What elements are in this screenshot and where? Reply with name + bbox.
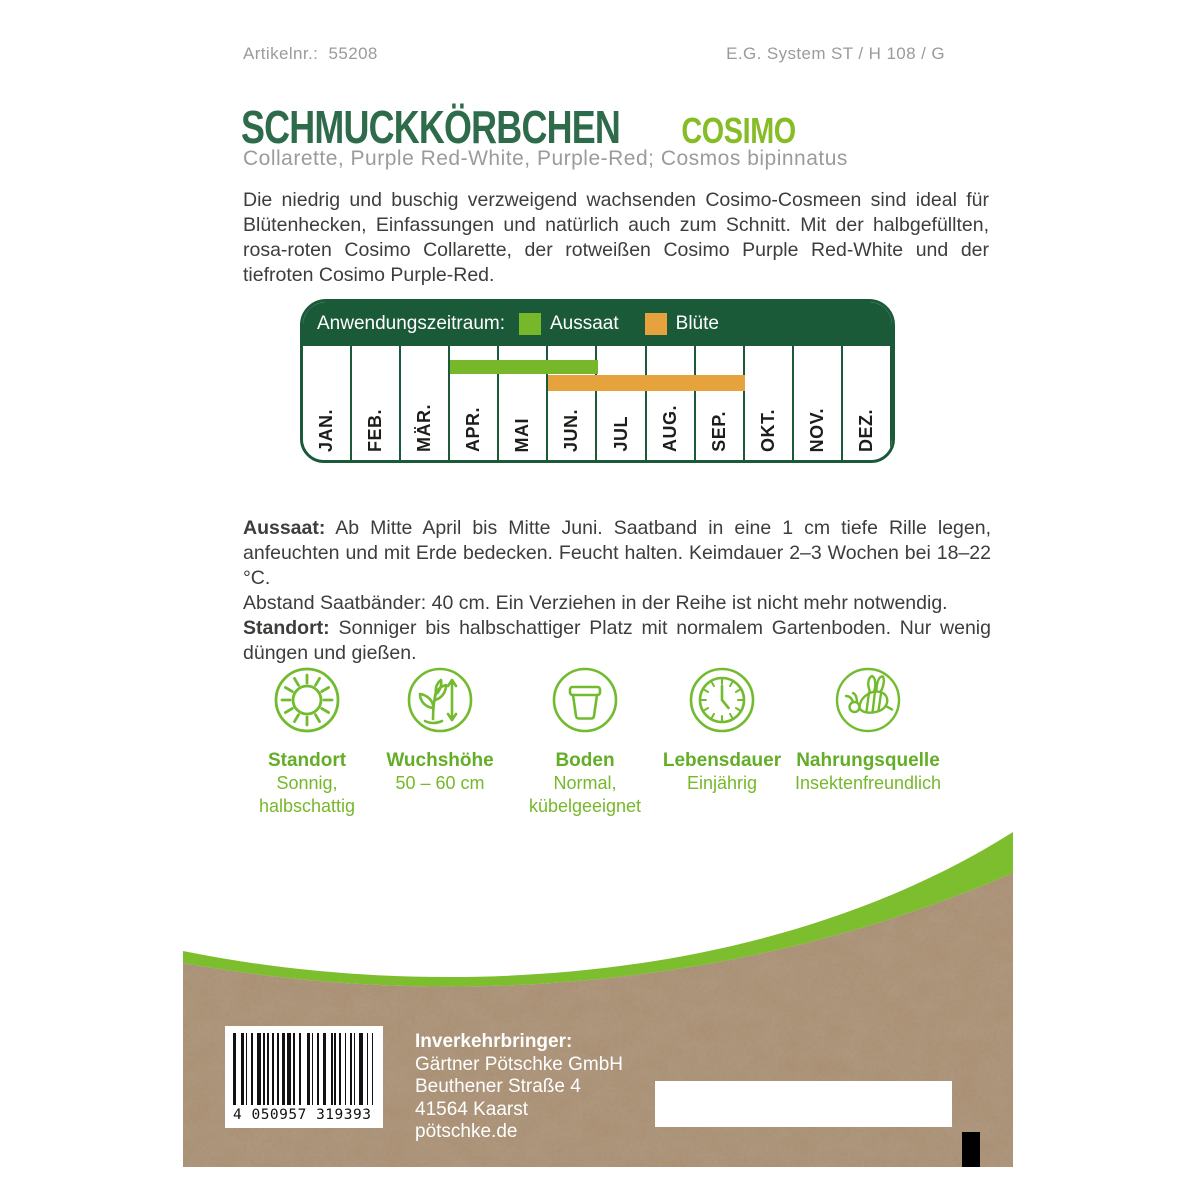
bee-icon xyxy=(834,666,902,734)
legend-label-aussaat: Aussaat xyxy=(550,313,619,334)
title-main: SCHMUCKKÖRBCHEN xyxy=(241,101,620,153)
print-registration-mark xyxy=(962,1132,980,1167)
month-cell-aug: AUG. xyxy=(647,346,696,460)
attribute-label: Boden xyxy=(555,750,615,771)
month-cell-sep: SEP. xyxy=(696,346,745,460)
barcode-bars-icon xyxy=(233,1033,375,1105)
distributor-line: Gärtner Pötschke GmbH xyxy=(415,1053,624,1075)
month-cell-feb: FEB. xyxy=(352,346,401,460)
aussaat-swatch-icon xyxy=(519,313,541,335)
aussaat-paragraph: Aussaat: Ab Mitte April bis Mitte Juni. Saatband in eine 1 cm tiefe Rille legen, anfeuchten und mit Erde bedecken. Feucht halten. Keimdauer 2–3 Wochen bei 18–22 °C. xyxy=(243,517,991,589)
barcode-label xyxy=(225,1026,383,1128)
legend-item-bluete xyxy=(645,313,719,335)
attribute-value: 50 – 60 cm xyxy=(395,773,485,793)
attribute-value: Normal, kübelgeeignet xyxy=(528,773,642,816)
distributor-address xyxy=(415,1031,623,1144)
article-number-label: Artikelnr.: xyxy=(243,44,319,63)
attribute-label: Nahrungsquelle xyxy=(796,750,940,771)
chart-title: Anwendungszeitraum: xyxy=(317,313,505,334)
legend-label-bluete: Blüte xyxy=(675,313,719,334)
attribute-nahrungsquelle xyxy=(758,666,978,795)
title-subtitle: Collarette, Purple Red-White, Purple-Red; Cosmos bipinnatus xyxy=(243,147,848,170)
standort-label: Standort: xyxy=(243,617,330,639)
distributor-label: Inverkehrbringer: xyxy=(415,1031,573,1052)
bluete-swatch-icon xyxy=(645,313,667,335)
system-code: E.G. System ST / H 108 / G xyxy=(726,44,945,63)
month-cell-jan: JAN. xyxy=(303,346,352,460)
culture-instructions xyxy=(243,516,991,666)
month-cell-dez: DEZ. xyxy=(843,346,892,460)
distributor-line: Beuthener Straße 4 xyxy=(415,1076,581,1097)
attribute-label: Lebensdauer xyxy=(662,750,782,771)
article-number xyxy=(243,44,378,64)
attribute-label: Wuchshöhe xyxy=(386,750,494,771)
month-cell-jul: JUL xyxy=(597,346,646,460)
distributor-line: 41564 Kaarst xyxy=(415,1098,529,1120)
usage-period-chart xyxy=(300,299,895,463)
attribute-label: Standort xyxy=(267,750,347,771)
month-cell-mar: MÄR. xyxy=(401,346,450,460)
barcode-digits: 4 050957 319393 xyxy=(233,1107,372,1123)
description-paragraph: Die niedrig und buschig verzweigend wachsenden Cosimo-Cosmeen sind ideal für Blütenhecken, Einfassungen und natürlich auch zum Schnitt. Mit der halbgefüllten, rosa-roten Cosimo Collarette, der rotweißen Cosimo Purple Red-White und der tiefroten Cosimo Purple-Red. xyxy=(243,189,989,286)
plant-height-icon xyxy=(406,666,474,734)
legend-item-aussaat xyxy=(519,313,619,335)
attribute-value: Einjährig xyxy=(686,773,758,793)
article-number-value: 55208 xyxy=(328,44,378,63)
distributor-line: pötschke.de xyxy=(415,1121,518,1142)
month-cell-jun: JUN. xyxy=(548,346,597,460)
page-title xyxy=(241,100,874,154)
abstand-paragraph: Abstand Saatbänder: 40 cm. Ein Verziehen in der Reihe ist nicht mehr notwendig. xyxy=(243,592,948,614)
pot-icon xyxy=(551,666,619,734)
month-cell-mai: MAI xyxy=(499,346,548,460)
clock-icon xyxy=(688,666,756,734)
attribute-value: Sonnig, halbschattig xyxy=(258,773,356,816)
sun-icon xyxy=(273,666,341,734)
month-cell-okt: OKT. xyxy=(745,346,794,460)
standort-paragraph: Standort: Sonniger bis halbschattiger Platz mit normalem Gartenboden. Nur wenig düngen und gießen. xyxy=(243,617,991,664)
blank-label-box xyxy=(655,1081,952,1127)
month-cell-apr: APR. xyxy=(450,346,499,460)
title-variety: COSIMO xyxy=(681,110,797,151)
month-cell-nov: NOV. xyxy=(794,346,843,460)
chart-body xyxy=(303,346,892,460)
chart-header xyxy=(303,302,892,346)
aussaat-label: Aussaat: xyxy=(243,517,326,539)
attribute-value: Insektenfreundlich xyxy=(794,773,942,793)
